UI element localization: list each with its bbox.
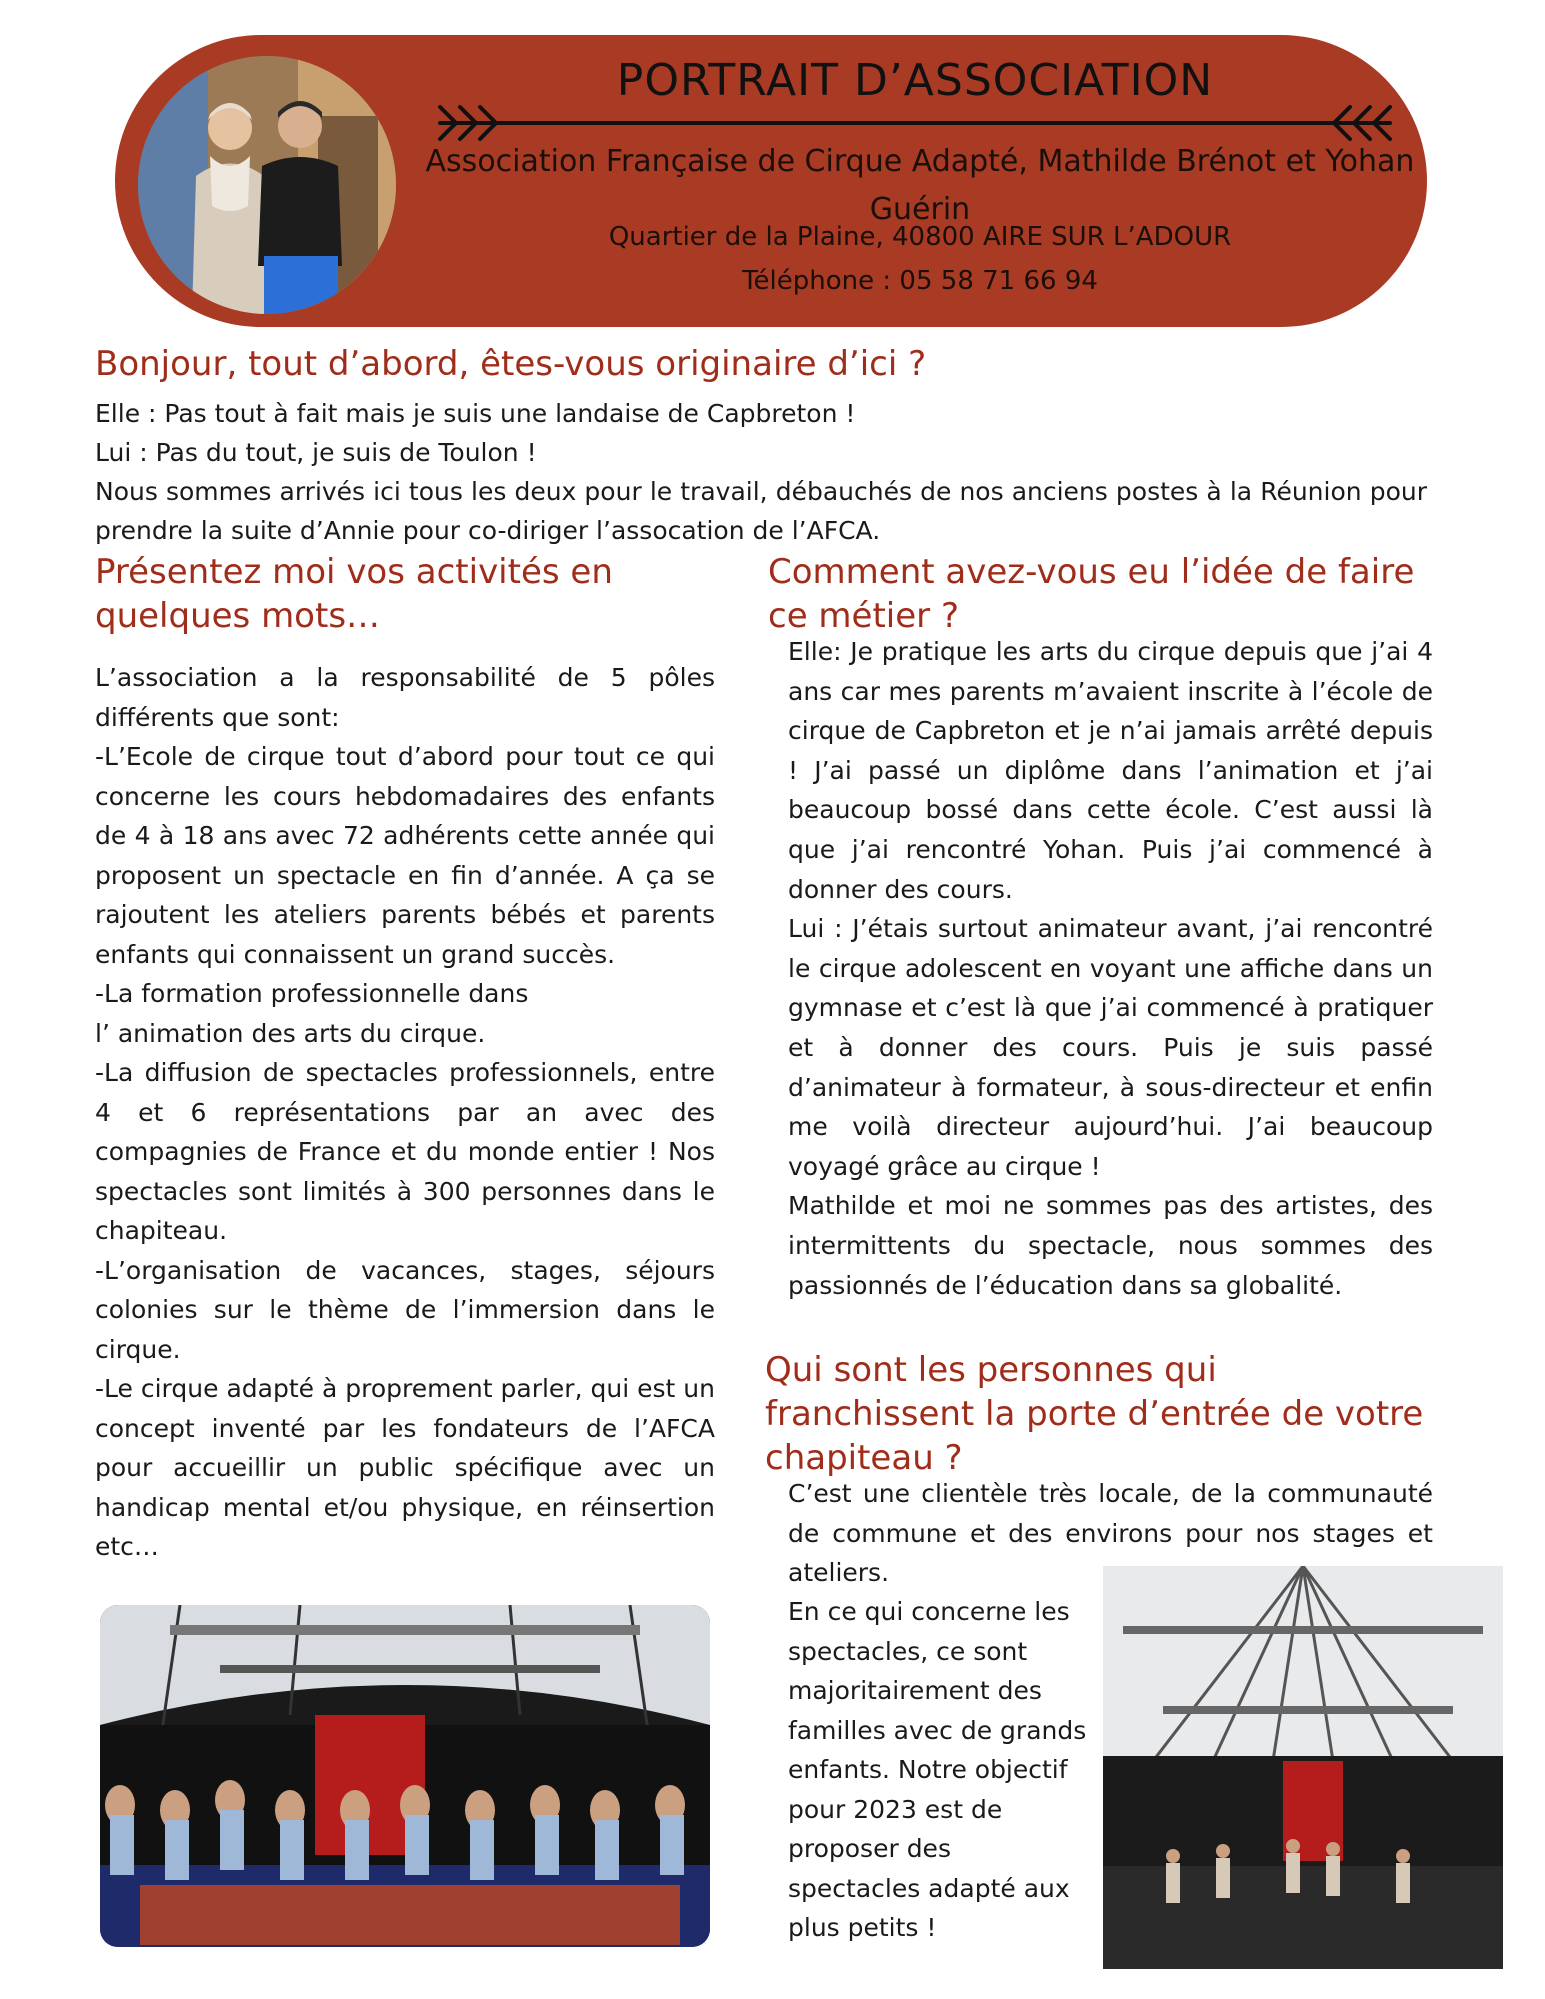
career-section [768,550,1433,1305]
portrait-photo [138,56,396,314]
activities-paragraph: -Le cirque adapté à proprement parler, qui est un concept inventé par les fondateurs de l’AFCA pour accueillir un public spécifique avec un handicap mental et/ou physique, en réinsertion etc… [95,1374,715,1561]
question-activities: Présentez moi vos activités en quelques mots… [95,552,613,636]
activities-section [95,550,715,1567]
question-origin: Bonjour, tout d’abord, êtes-vous originaire d’ici ? [95,344,927,384]
activities-paragraph: l’ animation des arts du cirque. [95,1018,486,1048]
association-subtitle: Association Française de Cirque Adapté, Mathilde Brénot et Yohan Guérin [425,144,1415,227]
arrow-divider-icon [435,105,1395,141]
activities-paragraph: -L’Ecole de cirque tout d’abord pour tout ce qui concerne les cours hebdomadaires des enfants de 4 à 18 ans avec 72 adhérents cette année qui proposent un spectacle en fin d’année. A ça se rajoutent les ateliers parents bébés et parents enfants qui connaissent un grand succès. [95,742,715,969]
circus-tent-photo [1103,1566,1503,1969]
career-paragraph: Mathilde et moi ne sommes pas des artistes, des intermittents du spectacle, nous sommes des passionnés de l’éducation dans sa globalité. [788,1191,1433,1300]
answer-elle: Elle : Pas tout à fait mais je suis une landaise de Capbreton ! [95,399,856,428]
activities-paragraph: -L’organisation de vacances, stages, séjours colonies sur le thème de l’immersion dans le cirque. [95,1255,715,1364]
audience-paragraph: C’est une clientèle très locale, de la communauté de commune et des environs pour nos stages et ateliers. [788,1479,1433,1587]
activities-paragraph: -La formation professionnelle dans [95,979,529,1008]
association-phone: Téléphone : 05 58 71 66 94 [742,266,1098,296]
question-audience: Qui sont les personnes qui franchissent la porte d’entrée de votre chapiteau ? [765,1350,1424,1478]
circus-workshop-photo [100,1605,710,1947]
audience-paragraph-shows: En ce qui concerne les spectacles, ce sont majoritairement des familles avec de grands enfants. Notre objectif pour 2023 est de proposer des spectacles adapté aux plus petits ! [788,1597,1087,1942]
activities-paragraph: L’association a la responsabilité de 5 pôles différents que sont: [95,663,715,732]
page-title: PORTRAIT D’ASSOCIATION [616,55,1214,106]
answer-both: Nous sommes arrivés ici tous les deux pour le travail, débauchés de nos anciens postes à la Réunion pour prendre la suite d’Annie pour co-diriger l’assocation de l’AFCA. [95,477,1427,545]
answer-lui: Lui : Pas du tout, je suis de Toulon ! [95,438,537,467]
activities-paragraph: -La diffusion de spectacles professionnels, entre 4 et 6 représentations par an avec des compagnies de France et du monde entier ! Nos spectacles sont limités à 300 personnes dans le chapiteau. [95,1058,715,1245]
association-address: Quartier de la Plaine, 40800 AIRE SUR L’ADOUR [608,222,1232,252]
question-career: Comment avez-vous eu l’idée de faire ce métier ? [768,552,1415,636]
career-paragraph: Elle: Je pratique les arts du cirque depuis que j’ai 4 ans car mes parents m’avaient inscrite à l’école de cirque de Capbreton et je n’ai jamais arrêté depuis ! J’ai passé un diplôme dans l’animation et j’ai beaucoup bossé dans cette école. C’est aussi là que j’ai rencontré Yohan. Puis j’ai commencé à donner des cours. [788,637,1433,904]
answer-origin [95,394,1427,550]
career-paragraph: Lui : J’étais surtout animateur avant, j’ai rencontré le cirque adolescent en voyant une affiche dans un gymnase et c’est là que j’ai commencé à pratiquer et à donner des cours. Puis je suis passé d’animateur à formateur, à sous-directeur et enfin me voilà directeur aujourd’hui. J’ai beaucoup voyagé grâce au cirque ! [788,914,1433,1181]
